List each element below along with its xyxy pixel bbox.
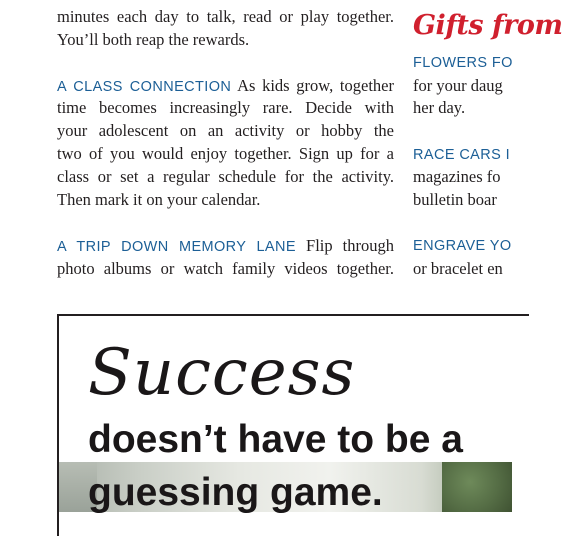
race-cars-text-1: magazines fo	[413, 167, 501, 186]
class-connection-text-2: time becomes increasingly rare. Decide with	[57, 98, 394, 117]
memory-lane-first-line	[57, 236, 394, 257]
flowers-text-1: for your daug	[413, 76, 503, 95]
flowers-heading: FLOWERS FO	[413, 55, 513, 71]
ad-tagline-line-2: guessing game.	[88, 471, 383, 514]
gifts-section-title: Gifts from	[413, 10, 562, 41]
class-connection-first-line	[57, 76, 394, 97]
class-connection-text-1: As kids grow, together	[237, 76, 394, 95]
ad-script-title: Success	[88, 336, 356, 410]
class-connection-text-4: two of you would enjoy together. Sign up for a	[57, 144, 394, 163]
memory-lane-text-1: Flip through	[306, 236, 394, 255]
memory-lane-text-2: photo albums or watch family videos together.	[57, 259, 394, 278]
engrave-text-1: or bracelet en	[413, 259, 503, 278]
class-connection-heading: A CLASS CONNECTION	[57, 79, 232, 95]
intro-line-1: minutes each day to talk, read or play together.	[57, 7, 394, 26]
class-connection-text-5: class or set a regular schedule for the activity.	[57, 167, 394, 186]
race-cars-heading: RACE CARS I	[413, 147, 511, 163]
intro-line-2: You’ll both reap the rewards.	[57, 30, 250, 49]
class-connection-text-6: Then mark it on your calendar.	[57, 190, 261, 209]
race-cars-text-2: bulletin boar	[413, 190, 497, 209]
memory-lane-heading: A TRIP DOWN MEMORY LANE	[57, 239, 296, 255]
class-connection-text-3: your adolescent on an activity or hobby the	[57, 121, 394, 140]
engrave-heading: ENGRAVE YO	[413, 238, 512, 254]
ad-tagline-line-1: doesn’t have to be a	[88, 418, 463, 461]
flowers-text-2: her day.	[413, 98, 466, 117]
